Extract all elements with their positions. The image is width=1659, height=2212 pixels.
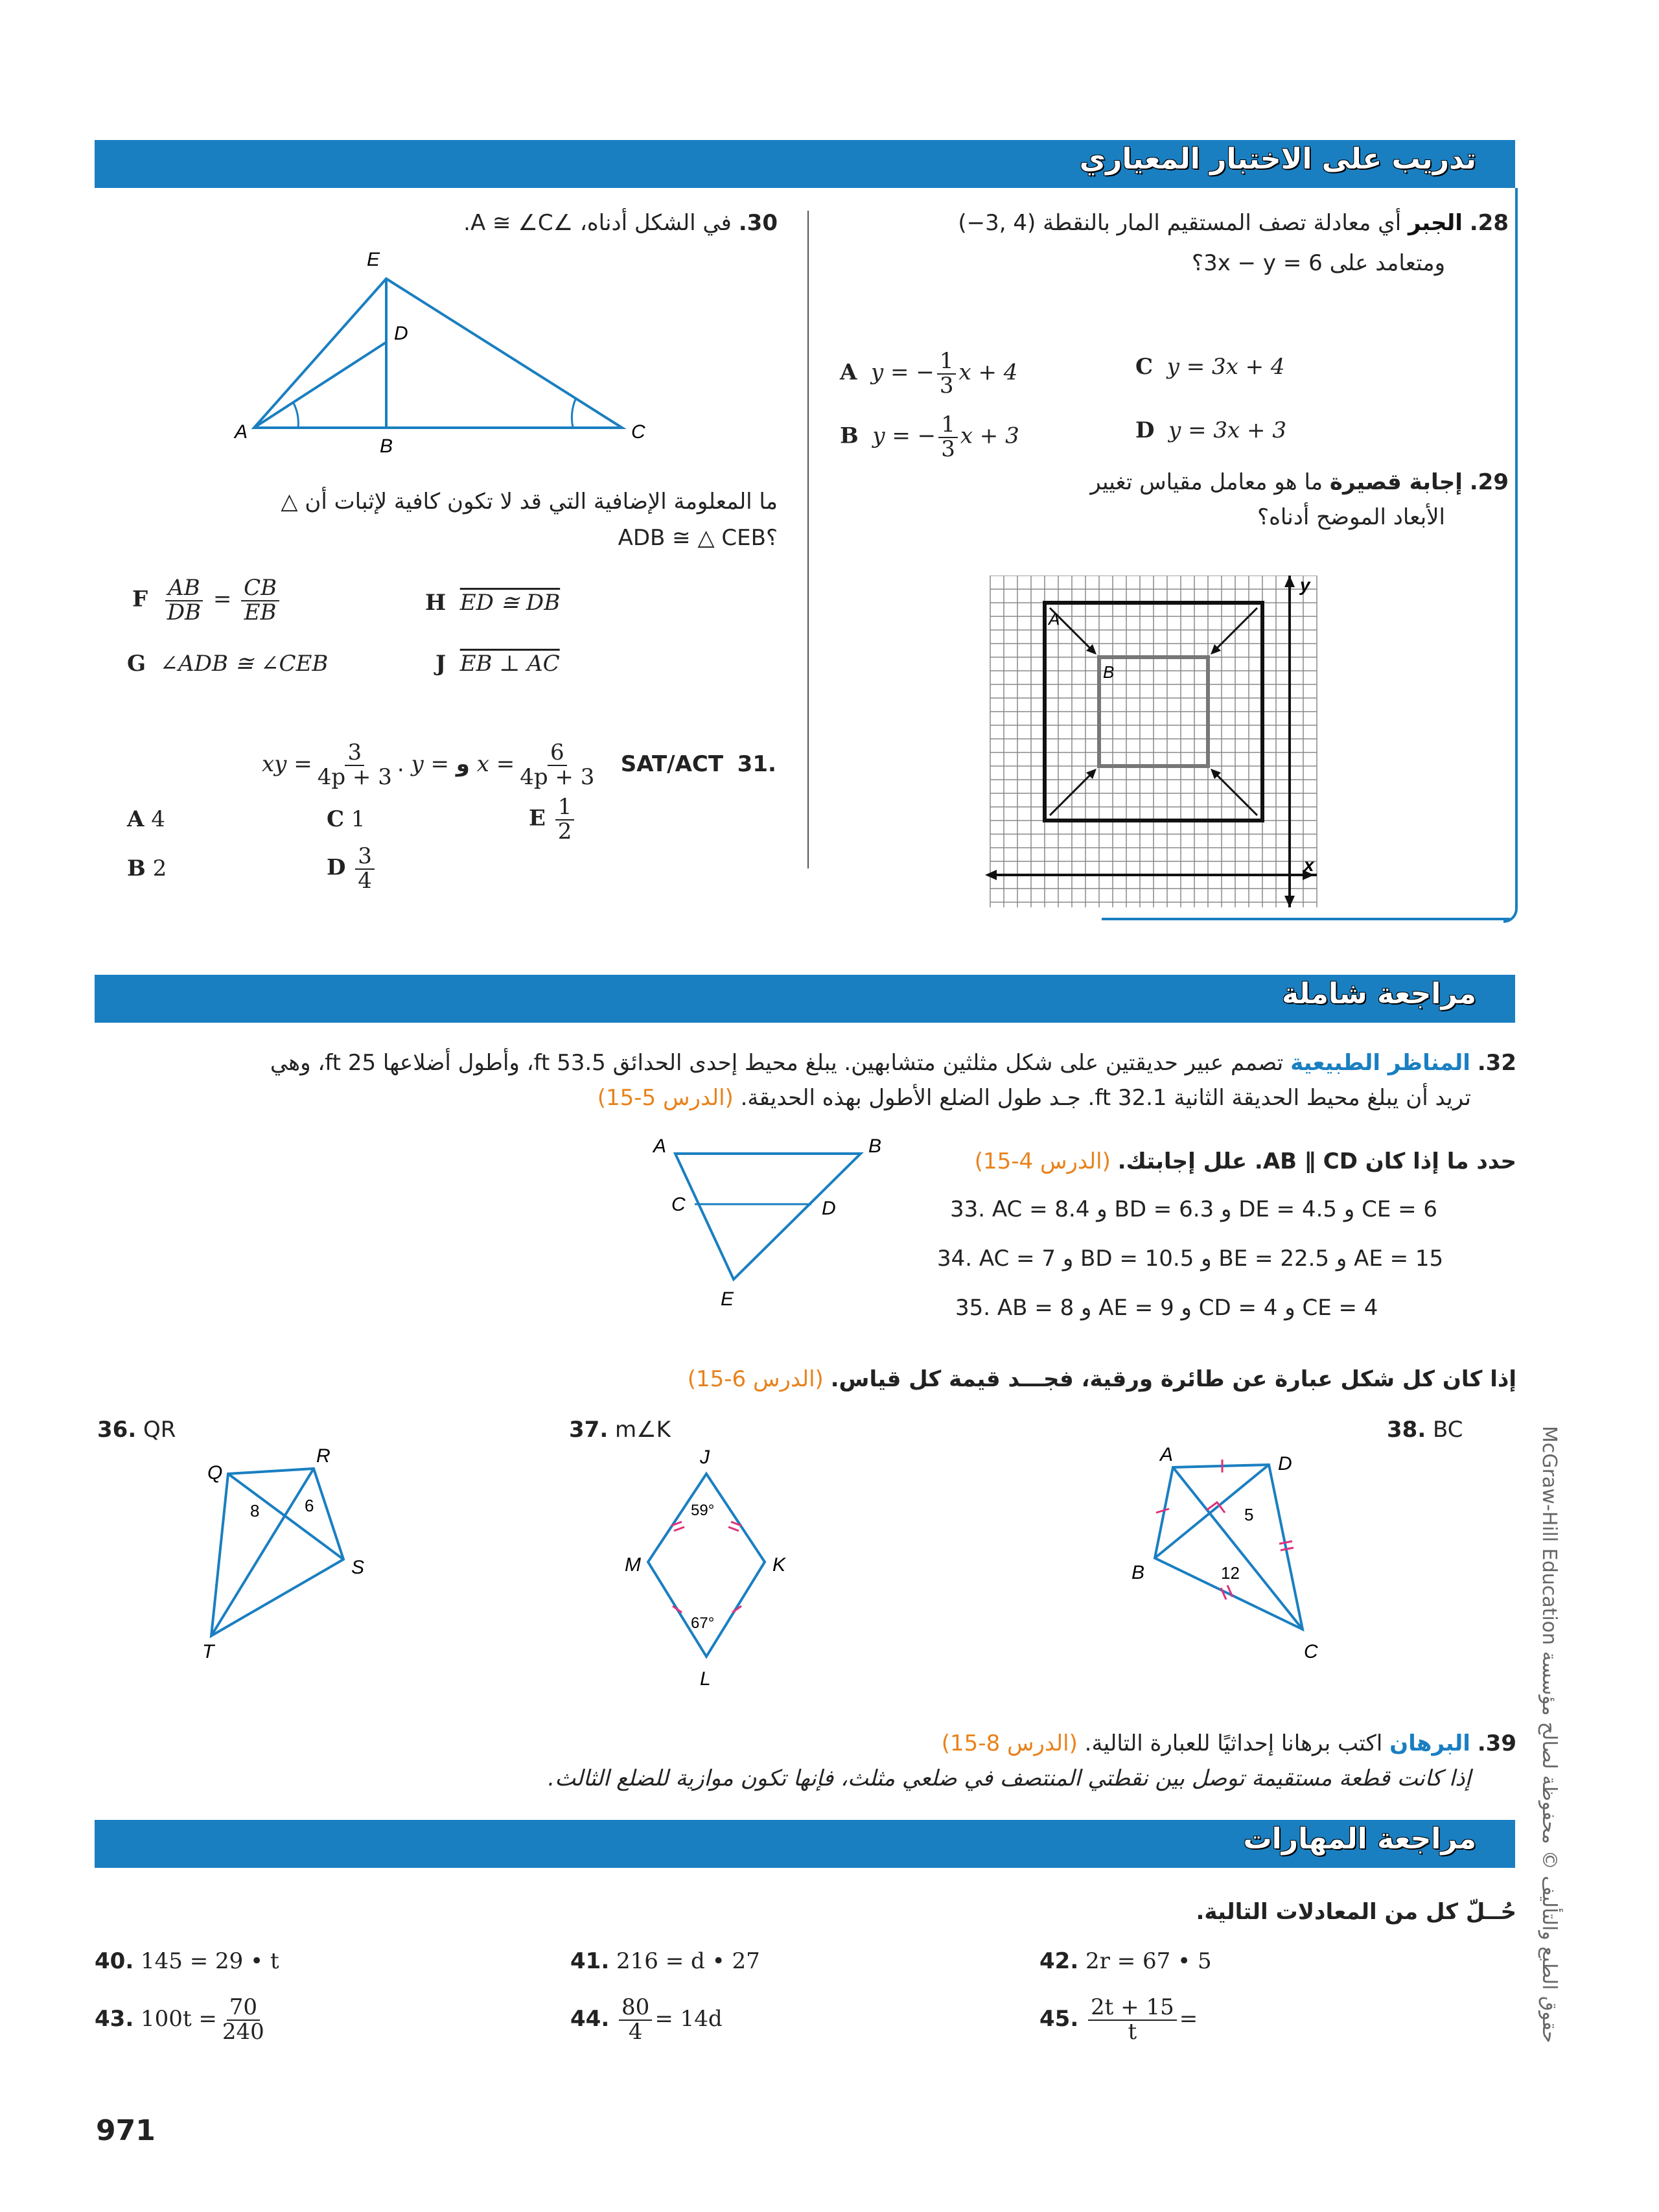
- svg-text:D: D: [822, 1198, 836, 1219]
- q28-label: الجبر: [1408, 210, 1463, 236]
- q28-choice-d[interactable]: D y = 3x + 3: [1135, 417, 1286, 443]
- q31-choice-e[interactable]: E $\frac{1}{2}$: [529, 796, 577, 843]
- q40: 40. 145 = 29 • t: [95, 1948, 279, 1974]
- q31-number: 31.: [737, 751, 776, 778]
- q30-number: 30.: [738, 210, 778, 236]
- q30-choice-h[interactable]: H ED ≅ DB: [425, 590, 561, 616]
- q30-choice-f[interactable]: F $\frac{AB}{DB}$ = $\frac{CB}{EB}$: [132, 577, 282, 624]
- svg-text:E: E: [721, 1288, 734, 1310]
- svg-text:C: C: [671, 1194, 686, 1215]
- q29-text2: الأبعاد الموضح أدناه؟: [1257, 504, 1445, 530]
- svg-text:R: R: [316, 1445, 331, 1467]
- svg-text:A: A: [1160, 1444, 1174, 1465]
- q43: 43. 100t = $\frac{70}{240}$: [95, 1994, 264, 2045]
- q37-kite-figure: [622, 1444, 817, 1703]
- svg-text:L: L: [700, 1668, 711, 1690]
- q32-lesson: (الدرس 5-15): [597, 1085, 734, 1111]
- fig-label-c: C: [631, 421, 645, 443]
- q28-choice-a[interactable]: A y = − $\frac{1}{3}$ x + 4: [840, 348, 1018, 399]
- q39-line1: 39. البرهان اكتب برهانا إحداثيًا للعبارة التالية. (الدرس 8-15): [941, 1730, 1516, 1756]
- column-divider: [807, 211, 809, 868]
- q30-question2: ADB ≅ △ CEB؟: [618, 525, 778, 551]
- graph-label-b: B: [1103, 662, 1115, 682]
- q33: 33. AC = 8.4 و BD = 6.3 و DE = 4.5 و CE = 6: [950, 1196, 1438, 1222]
- section-header-skills: [95, 1820, 1515, 1868]
- graph-label-a: A: [1049, 609, 1060, 629]
- svg-text:D: D: [1278, 1453, 1292, 1474]
- q28-text1: أي معادلة تصف المستقيم المار بالنقطة (4 ,3−): [958, 210, 1402, 236]
- q35: 35. AB = 8 و AE = 9 و CD = 4 و CE = 4: [955, 1295, 1378, 1321]
- q30-choice-g[interactable]: G ∠ADB ≅ ∠CEB: [127, 651, 329, 677]
- q32-number: 32.: [1477, 1050, 1516, 1076]
- svg-text:T: T: [202, 1641, 215, 1659]
- graph-label-x: x: [1304, 855, 1314, 875]
- q32-line2: [597, 1081, 1471, 1115]
- svg-text:6: 6: [305, 1496, 314, 1515]
- section-title: مراجعة المهارات: [1243, 1822, 1476, 1856]
- q37-label: 37. m∠K: [569, 1417, 671, 1443]
- q31-line: xy = $\frac{3}{4p + 3}$ . y = و x = $\frac{6}{4p + 3}$ SAT/ACT 31.: [262, 739, 776, 790]
- fig-label-b: B: [380, 436, 393, 457]
- q30-triangle-figure: [233, 246, 648, 460]
- svg-text:8: 8: [250, 1501, 260, 1520]
- q28-line1: [958, 206, 1509, 240]
- skills-intro: حُــلّ كل من المعادلات التالية.: [1196, 1899, 1516, 1925]
- q38-label: 38. BC: [1387, 1417, 1463, 1443]
- q38-kite-figure: [1120, 1438, 1334, 1671]
- q33-intro: حدد ما إذا كان AB ∥ CD. علل إجابتك. (الدرس 4-15): [974, 1148, 1516, 1174]
- section-header-review: [95, 975, 1515, 1023]
- q30-choice-j[interactable]: J EB ⊥ AC: [435, 651, 560, 677]
- svg-text:A: A: [653, 1138, 667, 1157]
- graph-label-y: y: [1300, 576, 1310, 595]
- q31-choice-a[interactable]: A 4: [127, 806, 165, 832]
- q28-choice-b[interactable]: B y = − $\frac{1}{3}$ x + 3: [840, 412, 1019, 462]
- svg-text:M: M: [625, 1554, 641, 1576]
- q41: 41. 216 = d • 27: [570, 1948, 760, 1974]
- svg-text:Q: Q: [207, 1462, 223, 1484]
- section-header-standardized: [95, 140, 1515, 188]
- svg-text:C: C: [1304, 1641, 1318, 1662]
- q45: 45. $\frac{2t + 15}{t}$ =: [1039, 1994, 1198, 2045]
- section-title: تدريب على الاختبار المعياري: [1079, 143, 1476, 176]
- section-title: مراجعة شاملة: [1282, 977, 1476, 1010]
- q31-label: SAT/ACT: [620, 751, 724, 778]
- q32-text1: تصمم عبير حديقتين على شكل مثلثين متشابهين. يبلغ محيط إحدى الحدائق 53.5 ft، وأطول أضلاعها 25 ft، وهي: [270, 1050, 1284, 1076]
- svg-text:59°: 59°: [691, 1502, 715, 1519]
- q36-label: 36. QR: [97, 1417, 176, 1443]
- q30-text: في الشكل أدناه، ∠A ≅ ∠C.: [463, 210, 732, 236]
- q29-text1: ما هو معامل مقياس تغيير: [1090, 469, 1323, 495]
- q31-choice-b[interactable]: B 2: [127, 856, 167, 881]
- page-number: 971: [96, 2114, 156, 2147]
- svg-text:12: 12: [1221, 1563, 1240, 1583]
- q30-question1: ما المعلومة الإضافية التي قد لا تكون كافية لإثبات أن △: [281, 489, 778, 515]
- q28-text2: ومتعامد على 3x − y = 6؟: [1192, 250, 1445, 276]
- q29-grid-graph: [985, 576, 1322, 913]
- q32-line1: [270, 1046, 1516, 1080]
- svg-text:5: 5: [1244, 1505, 1254, 1524]
- svg-text:67°: 67°: [691, 1614, 715, 1632]
- svg-text:S: S: [351, 1557, 365, 1578]
- fig-label-d: D: [394, 323, 408, 344]
- svg-text:J: J: [700, 1447, 710, 1468]
- fig-label-e: E: [367, 249, 380, 270]
- q29-number: 29.: [1469, 469, 1509, 495]
- section-frame-bottom: [1102, 918, 1510, 920]
- q33-triangle-figure: [648, 1138, 894, 1313]
- svg-text:B: B: [868, 1138, 882, 1157]
- section-frame: [1503, 188, 1518, 923]
- q32-label: المناظر الطبيعية: [1290, 1050, 1470, 1076]
- q32-text2: تريد أن يبلغ محيط الحديقة الثانية 32.1 ft. جـد طول الضلع الأطول بهذه الحديقة.: [740, 1085, 1471, 1111]
- kite-intro: إذا كان كل شكل عبارة عن طائرة ورقية، فجـــد قيمة كل قياس. (الدرس 6-15): [687, 1366, 1516, 1392]
- q28-choice-c[interactable]: C y = 3x + 4: [1135, 354, 1285, 380]
- q29-label: إجابة قصيرة: [1329, 469, 1463, 495]
- q34: 34. AC = 7 و BD = 10.5 و BE = 22.5 و AE = 15: [937, 1246, 1444, 1272]
- q42: 42. 2r = 67 • 5: [1039, 1948, 1212, 1974]
- q29-line1: [1090, 465, 1509, 499]
- q44: 44. $\frac{80}{4}$ = 14d: [570, 1994, 723, 2045]
- svg-text:K: K: [772, 1554, 786, 1576]
- q31-choice-c[interactable]: C 1: [327, 806, 365, 832]
- q39-text2: إذا كانت قطعة مستقيمة توصل بين نقطتي المنتصف في ضلعي مثلث، فإنها تكون موازية للضلع الثالث.: [548, 1765, 1471, 1791]
- q31-choice-d[interactable]: D $\frac{3}{4}$: [327, 845, 377, 892]
- q36-kite-figure: [188, 1445, 382, 1659]
- q30-line1: [463, 206, 778, 240]
- q28-number: 28.: [1469, 210, 1509, 236]
- copyright-vertical: حقوق الطبع والتأليف © محفوظة لصالح مؤسسة McGraw-Hill Education: [1538, 1426, 1560, 2043]
- fig-label-a: A: [235, 421, 248, 443]
- svg-text:B: B: [1131, 1562, 1145, 1583]
